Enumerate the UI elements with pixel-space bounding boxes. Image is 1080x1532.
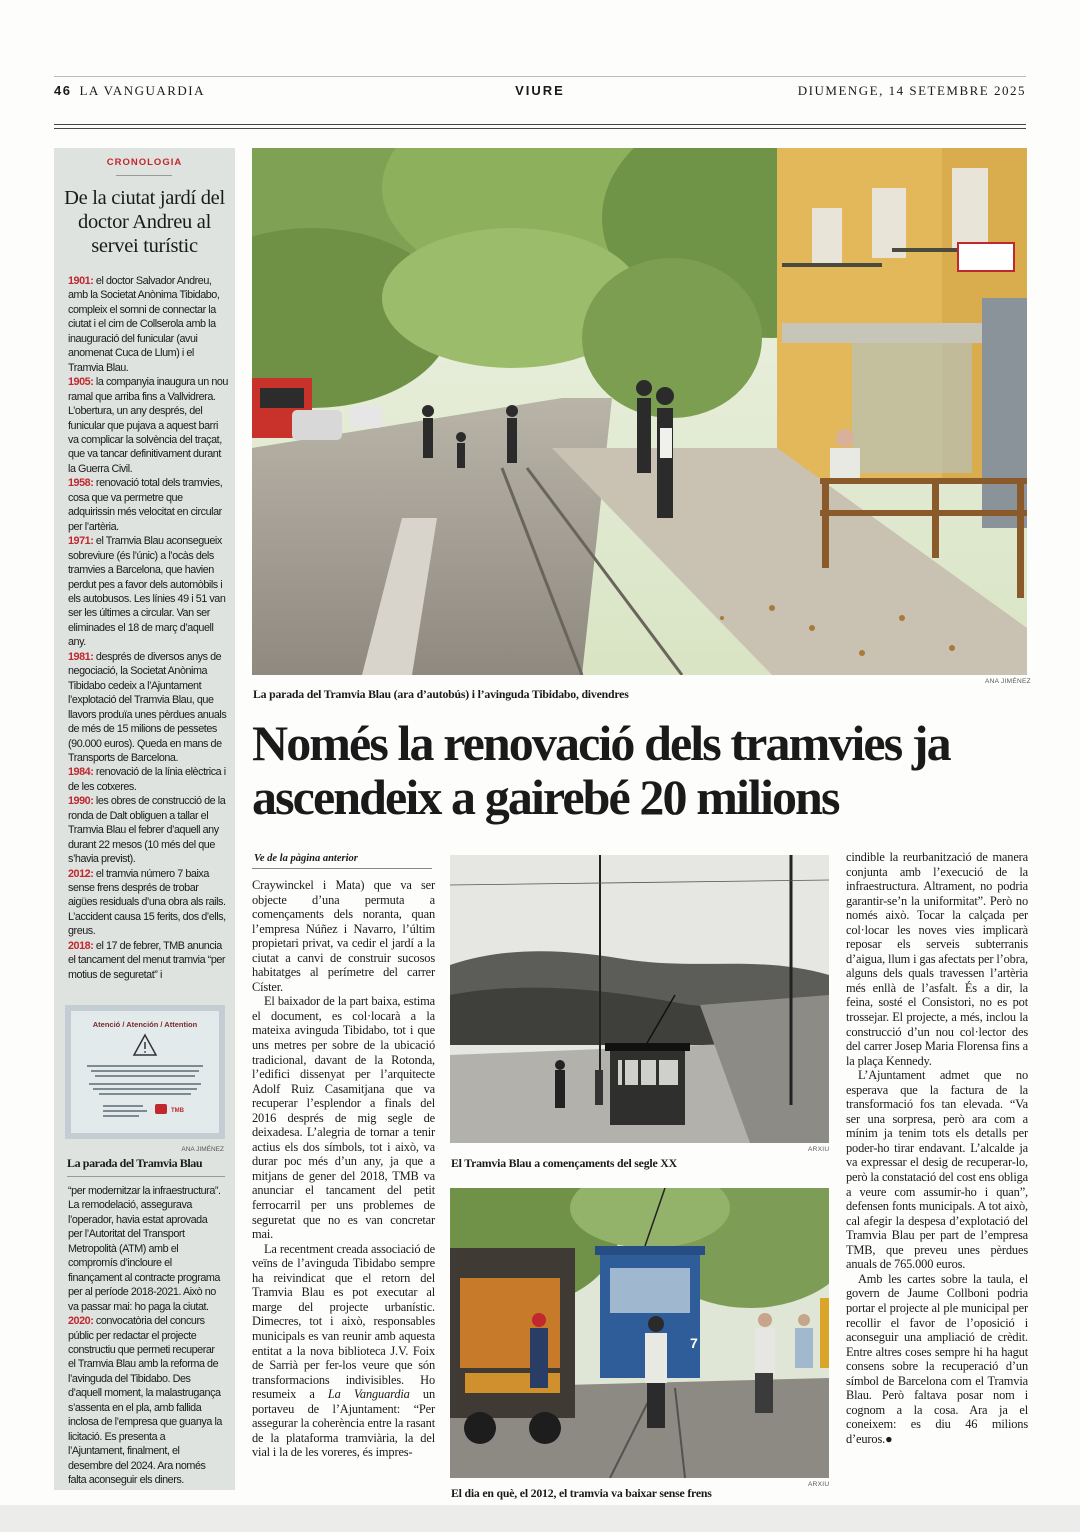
- page-number: 46: [54, 83, 72, 98]
- accident-photo-caption: El dia en què, el 2012, el tramvia va baixar sense frens: [451, 1486, 712, 1500]
- chronology-text: el doctor Salvador Andreu, amb la Societat Anònima Tibidabo, compleix el somni de connectar la ciutat i el cim de Collserola amb la inauguració del funicular (avui anomenat Cuca de Llum) i el Tramvia Blau.: [68, 275, 220, 374]
- chronology-entry: [68, 650, 229, 766]
- section-name: VIURE: [515, 83, 565, 98]
- chronology-entry: [68, 534, 229, 650]
- chronology-entry: [68, 765, 229, 794]
- chronology-year: 1901:: [68, 275, 94, 287]
- chronology-text: convocatòria del concurs públic per redactar el projecte constructiu que permeti recuperar el Tramvia Blau amb la reforma de l’avinguda del Tibidabo. Des d’aquell moment, la malastrugança s’assenta en el pla, amb fallida inclosa de l’empresa que guanya la licitació. Es presenta a l’Ajuntament, finalment, el desembre del 2024. Ara només falta aconseguir els diners.: [68, 1315, 222, 1487]
- sign-brand: TMB: [171, 1108, 184, 1114]
- sidebar-title: De la ciutat jardí del doctor Andreu al servei turístic: [64, 187, 225, 257]
- paragraph: [846, 1272, 1028, 1447]
- paragraph-last: Amb les cartes sobre la taula, el govern de Jaume Collboni podria portar el projecte al ple municipal per recollir el favor de l’oposició i aconseguir una ampliació de crèdit. Entre altres coses sempre hi ha hagut consens sobre la recuperació d’un símbol de Barcelona com el Tramvia Blau. Però faltava posar nom i cognom a la cosa. Ara ja el coneixem: es diu 46 milions d’euros.: [846, 1271, 1028, 1446]
- paragraph: L’Ajuntament admet que no esperava que la factura de la transformació fos tan elevada. “Va ser una sorpresa, però ara com a mínim ja tenim tots els detalls per poder-ho tirar endavant. L’alcalde ja va expressar el desig de recuperar-lo, però la constatació del cost ens obliga a veure com assumir-ho i quan”, defensen fonts municipals. A tot això, cal afegir la despesa d’explotació del Tramvia Blau per part de l’empresa TMB, que preveu unes pèrdues anuals de 765.000 euros.: [846, 1068, 1029, 1272]
- chronology-entry: [68, 476, 229, 534]
- chronology-text: renovació total dels tramvies, cosa que va permetre que adquirissin més velocitat en circular per l’artèria.: [68, 477, 223, 533]
- chronology-continuation: [68, 1184, 224, 1488]
- chronology-year: 1981:: [68, 650, 94, 663]
- chronology-year: 1958:: [68, 477, 94, 490]
- chronology-entry: [68, 1184, 224, 1314]
- historic-tram-photo: [450, 855, 829, 1143]
- chronology-entry: [68, 1314, 224, 1487]
- chronology-year: 2012:: [68, 867, 94, 880]
- sign-heading: Atenció / Atención / Attention: [92, 1020, 198, 1029]
- chronology-list: [68, 274, 229, 982]
- chronology-year: 2020:: [68, 1315, 94, 1328]
- chronology-text: el tramvia número 7 baixa sense frens després de trobar aigües residuals d’una obra als rails. L’accident causa 15 ferits, dos d’ells, greus.: [68, 867, 226, 938]
- sign-photo-credit: ANA JIMÉNEZ: [181, 1146, 224, 1153]
- main-photo-caption: La parada del Tramvia Blau (ara d’autobús) i l’avinguda Tibidabo, divendres: [253, 687, 629, 701]
- issue-date: DIUMENGE, 14 SETEMBRE 2025: [797, 83, 1026, 98]
- historic-photo-caption: El Tramvia Blau a començaments del segle XX: [451, 1156, 677, 1170]
- main-photo: [252, 148, 1027, 675]
- avenue-tram-stop-image: [252, 148, 1027, 675]
- paragraph: cindible la reurbanització de manera conjunta amb l’execució de la infraestructura. Altrament, no podria garantir-se’n la uniformitat”. Però no només això. Tocar la calçada per col·locar les noves vies implicarà reposar els serveis subterranis d’aigua, llum i gas afectats per l’obra, alguns dels quals travessen l’artèria més enllà de l’asfalt. És a dir, la feina, sosté el Consistori, no es pot trossejar. El projecte, a més, inclou la construcció d’un nou col·lector des del carrer Josep Maria Florensa fins a la plaça Kennedy.: [846, 850, 1028, 1068]
- chronology-entry: [68, 375, 229, 476]
- chronology-year: 1905:: [68, 376, 94, 389]
- accident-photo: [450, 1188, 829, 1478]
- tram-number: 7: [690, 1335, 698, 1351]
- chronology-text: “per modernitzar la infraestructura”. La remodelació, assegurava l’operador, havia estat aprovada per l’Autoritat del Transport Metropolità (ATM) amb el compromís d’incloure el finançament al contracte programa per al període 2018-2021. Això no va passar mai: ho paga la ciutat.: [68, 1185, 221, 1313]
- chronology-entry: [68, 794, 229, 866]
- article-column-3: [846, 850, 1028, 1446]
- header-divider: [54, 124, 1026, 129]
- main-photo-credit: ANA JIMÉNEZ: [985, 678, 1031, 685]
- chronology-entry: [68, 274, 229, 375]
- chronology-text: la companyia inaugura un nou ramal que arriba fins a Vallvidrera. L’obertura, un any després, del funicular que pujava a aquest barri va complicar la solvència del traçat, que va tancar definitivament durant la Guerra Civil.: [68, 376, 228, 475]
- from-previous-page: Ve de la pàgina anterior: [254, 853, 358, 864]
- paragraph: La recentment creada associació de veïns de l’avinguda Tibidabo sempre ha reivindicat que el retorn del Tramvia Blau es pot executar al marge del projecte urbanístic. Dimecres, tot i això, responsables municipals es van reunir amb aquesta entitat a la nova biblioteca J.V. Foix de Sarrià per fer-los veure que són transformacions indivisibles. Ho resumeix a: [252, 1241, 435, 1402]
- chronology-text: renovació de la línia elèctrica i de les cotxeres.: [68, 766, 226, 793]
- newspaper-name-italic: La Vanguardia: [327, 1387, 410, 1402]
- warning-sign-image: [65, 1005, 225, 1139]
- headline: Només la renovació dels tramvies ja ascendeix a gairebé 20 milions: [252, 715, 950, 825]
- chronology-year: 1971:: [68, 535, 94, 548]
- page-bottom-margin: [0, 1505, 1080, 1532]
- chronology-year: 1990:: [68, 795, 94, 808]
- historic-tram-image: [450, 855, 829, 1143]
- historic-photo-credit: ARXIU: [808, 1146, 830, 1153]
- chronology-text: el Tramvia Blau aconsegueix sobreviure (és l’únic) a l’ocàs dels tramvies a Barcelona, que havien perdut pes a favor dels automòbils i els autobusos. Les línies 49 i 51 van ser les últimes a circular. Van ser eliminades el 18 de març d’aquell any.: [68, 535, 226, 649]
- paragraph-tail: un portaveu de l’Ajuntament: “Per assegurar la coherència entre la rasant de la plataforma tramviària, la del vial i la de les voreres, és impres-: [252, 1387, 435, 1460]
- chronology-entry: [68, 939, 229, 982]
- article-column-1: [252, 878, 435, 1460]
- chronology-text: les obres de construcció de la ronda de Dalt obliguen a tallar el Tramvia Blau el febrer d’aquell any durant 22 mesos (10 més del que s’havia previst).: [68, 795, 226, 866]
- newspaper-name: LA VANGUARDIA: [79, 83, 206, 98]
- paragraph: El baixador de la part baixa, estima el document, es col·locarà a la mateixa avinguda Tibidabo, tot i que uns metres per sobre de la ubicació tradicional, davant de la Rotonda, l’edifici dissenyat per l’arquitecte Adolf Ruiz Casamitjana que va recuperar l’esplendor a finals del 2016 després de mig segle de deixadesa. L’alegria de tornar a tenir actius els dos símbols, tot i això, va durar poc més d’un any, ja que a mitjans de gener del 2018, TMB va anunciar el tancament del petit ferrocarril per uns problemes de seguretat que no es van concretar mai.: [252, 994, 435, 1242]
- chronology-text: després de diversos anys de negociació, la Societat Anònima Tibidabo cedeix a l’Ajuntament l’explotació del Tramvia Blau, que llavors produïa unes pèrdues anuals de més de 15 milions de pessetes (90.000 euros). Queda en mans de Transports de Barcelona.: [68, 650, 227, 764]
- chronology-year: 1984:: [68, 766, 94, 779]
- sign-photo: [65, 1005, 225, 1139]
- chronology-entry: [68, 867, 229, 939]
- paragraph: Craywinckel i Mata) que va ser objecte d’una permuta a començaments dels noranta, quan l’empresa Núñez i Navarro, l’últim propietari privat, va cedir el jardí a la ciutat a canvi de construir sucosos habitatges al perímetre del carrer Císter.: [252, 878, 435, 994]
- chronology-text: el 17 de febrer, TMB anuncia el tancament del menut tramvia “per motius de seguretat” i: [68, 939, 226, 981]
- accident-photo-credit: ARXIU: [808, 1481, 830, 1488]
- sidebar-kicker: CRONOLOGIA: [106, 157, 183, 168]
- chronology-year: 2018:: [68, 939, 94, 952]
- tram-accident-image: [450, 1188, 829, 1478]
- sign-photo-caption: La parada del Tramvia Blau: [67, 1156, 203, 1170]
- page-header: [54, 80, 1026, 100]
- end-mark-icon: ●: [885, 1431, 893, 1446]
